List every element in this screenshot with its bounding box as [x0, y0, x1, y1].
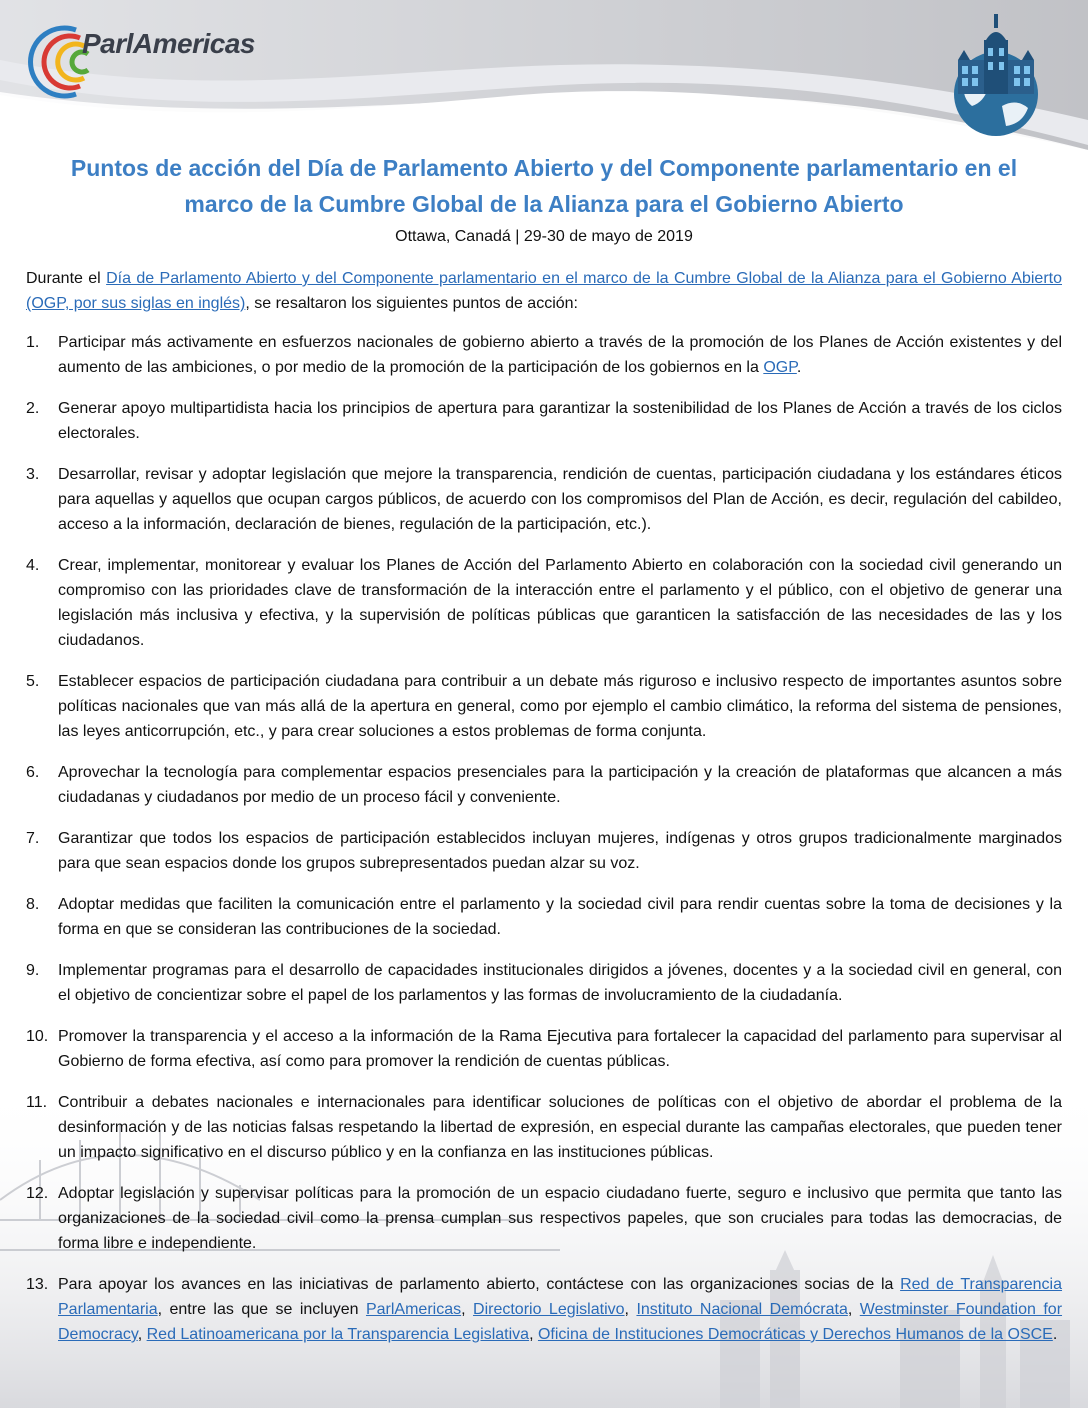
list-item	[26, 553, 1062, 653]
parlamericas-link[interactable]: ParlAmericas	[365, 1301, 462, 1318]
item-number: 1.	[26, 334, 40, 351]
ogp-link[interactable]: OGP	[763, 359, 797, 376]
list-item	[26, 462, 1062, 537]
item-text: Desarrollar, revisar y adoptar legislación que mejore la transparencia, rendición de cuentas, participación ciudadana y los estándares éticos para aquellas y aquellos que ocupan cargos públicos, de acuerdo con los compromisos del Plan de Acción, es decir, regulación del cabildeo, acceso a la información, declaración de bienes, regulación de la participación, etc.).	[58, 466, 1062, 533]
list-item	[26, 826, 1062, 876]
title-line-1: Puntos de acción del Día de Parlamento Abierto y del Componente parlamentario en el	[70, 155, 1018, 181]
list-item	[26, 958, 1062, 1008]
item-number: 13.	[26, 1276, 49, 1293]
item-end: .	[1052, 1326, 1058, 1343]
item-text: Garantizar que todos los espacios de participación establecidos incluyan mujeres, indígenas y otros grupos tradicionalmente marginados para que sean espacios donde los grupos subrepresentados puedan alzar su voz.	[58, 830, 1062, 872]
page-title	[30, 150, 1058, 222]
list-item	[26, 396, 1062, 446]
item-number: 7.	[26, 830, 40, 847]
list-item	[26, 669, 1062, 744]
item-text: Adoptar legislación y supervisar políticas para la promoción de un espacio ciudadano fuerte, seguro e inclusivo que permita que tanto las organizaciones de la sociedad civil como la prensa cumplan sus respectivos papeles, que son cruciales para todas las democracias, de forma libre e independiente.	[58, 1185, 1062, 1252]
item-text-sep: ,	[529, 1326, 538, 1343]
list-item	[26, 1090, 1062, 1165]
parliament-globe-emblem	[944, 6, 1048, 138]
item-text: Contribuir a debates nacionales e internacionales para identificar soluciones de políticas con el objetivo de abordar el problema de la desinformación y de las noticias falsas respetando la libertad de expresión, en especial durante las campañas electorales, que pueden tener un impacto significativo en el discurso público y en la confianza en las instituciones públicas.	[58, 1094, 1062, 1161]
item-number: 12.	[26, 1185, 49, 1202]
list-item	[26, 1272, 1062, 1347]
item-text: Generar apoyo multipartidista hacia los principios de apertura para garantizar la sostenibilidad de los Planes de Acción a través de los ciclos electorales.	[58, 400, 1062, 442]
item-text-sep: ,	[847, 1301, 860, 1318]
red-latinoamericana-link[interactable]: Red Latinoamericana por la Transparencia Legislativa	[146, 1326, 530, 1343]
item-text: Participar más activamente en esfuerzos nacionales de gobierno abierto a través de la promoción de los Planes de Acción existentes y del aumento de las ambiciones, o por medio de la promoción de la participación de los gobiernos en la	[58, 334, 1062, 376]
intro-paragraph	[26, 266, 1062, 316]
action-points-list	[26, 330, 1062, 1363]
item-number: 11.	[26, 1094, 48, 1111]
item-text-sep: , entre las que se incluyen	[157, 1301, 366, 1318]
item-number: 5.	[26, 673, 40, 690]
westminster-foundation-link[interactable]: Westminster Foundation for Democracy	[58, 1301, 1063, 1343]
list-item	[26, 1024, 1062, 1074]
item-number: 4.	[26, 557, 40, 574]
item-end: .	[796, 359, 802, 376]
item-number: 9.	[26, 962, 40, 979]
osce-odihr-link[interactable]: Oficina de Instituciones Democráticas y Derechos Humanos de la OSCE	[537, 1326, 1053, 1343]
intro-prefix: Durante el	[26, 270, 107, 287]
item-text: Crear, implementar, monitorear y evaluar los Planes de Acción del Parlamento Abierto en colaboración con la sociedad civil generando un compromiso con las prioridades clave de transformación de la interacción entre el parlamento y el público, con el objetivo de generar una legislación más inclusiva y efectiva, y la supervisión de políticas públicas que garanticen la satisfacción de las necesidades de las y los ciudadanos.	[58, 557, 1062, 649]
item-text: Promover la transparencia y el acceso a la información de la Rama Ejecutiva para fortalecer la capacidad del parlamento para supervisar al Gobierno de forma efectiva, así como para promover la rendición de cuentas públicas.	[58, 1028, 1062, 1070]
directorio-legislativo-link[interactable]: Directorio Legislativo	[473, 1301, 625, 1318]
intro-suffix: , se resaltaron los siguientes puntos de acción:	[245, 295, 578, 312]
item-text-sep: ,	[461, 1301, 474, 1318]
item-text: Aprovechar la tecnología para complementar espacios presenciales para la participación y la creación de plataformas que alcancen a más ciudadanas y ciudadanos por medio de un proceso fácil y conveniente.	[58, 764, 1062, 806]
item-text: Para apoyar los avances en las iniciativas de parlamento abierto, contáctese con las organizaciones socias de la	[58, 1276, 901, 1293]
item-text-sep: ,	[624, 1301, 637, 1318]
list-item	[26, 330, 1062, 380]
item-number: 8.	[26, 896, 40, 913]
item-number: 3.	[26, 466, 40, 483]
item-number: 2.	[26, 400, 40, 417]
red-transparencia-link[interactable]: Red de Transparencia Parlamentaria	[58, 1276, 1063, 1318]
item-text-sep: ,	[137, 1326, 147, 1343]
item-number: 6.	[26, 764, 40, 781]
item-text: Implementar programas para el desarrollo de capacidades institucionales dirigidos a jóvenes, docentes y a la sociedad civil en general, con el objetivo de concientizar sobre el papel de los parlamentos y las formas de involucramiento de la ciudadanía.	[58, 962, 1062, 1004]
title-line-2: marco de la Cumbre Global de la Alianza para el Gobierno Abierto	[184, 191, 904, 217]
item-text: Adoptar medidas que faciliten la comunicación entre el parlamento y la sociedad civil para rendir cuentas sobre la toma de decisiones y la forma en que se consideran las contribuciones de la sociedad.	[58, 896, 1062, 938]
logo-text: ParlAmericas	[82, 28, 256, 59]
item-number: 10.	[26, 1028, 49, 1045]
list-item	[26, 1181, 1062, 1256]
item-text: Establecer espacios de participación ciudadana para contribuir a un debate más riguroso e inclusivo respecto de importantes asuntos sobre políticas nacionales que van más allá de la apertura en general, como por ejemplo el cambio climático, la reforma del sistema de pensiones, las leyes anticorrupción, etc., y para crear soluciones a estos problemas de forma conjunta.	[58, 673, 1062, 740]
ndi-link[interactable]: Instituto Nacional Demócrata	[636, 1301, 848, 1318]
event-location-date: Ottawa, Canadá | 29-30 de mayo de 2019	[395, 228, 693, 245]
open-parliament-day-link[interactable]: Día de Parlamento Abierto y del Componente parlamentario en el marco de la Cumbre Global de la Alianza para el Gobierno Abierto (OGP, por sus siglas en inglés)	[26, 270, 1062, 312]
list-item	[26, 760, 1062, 810]
list-item	[26, 892, 1062, 942]
